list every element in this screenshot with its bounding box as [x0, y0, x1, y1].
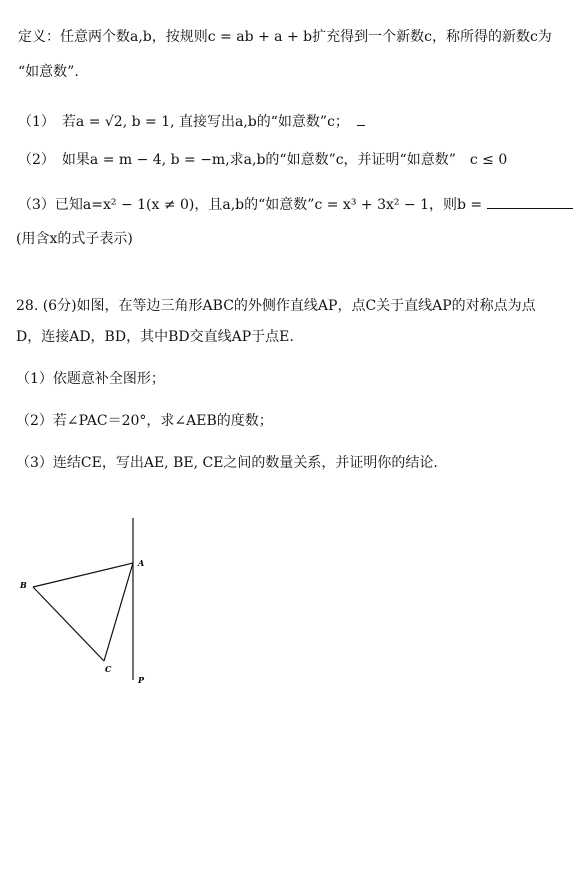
- answer-blank-part3[interactable]: [487, 194, 573, 209]
- problem27-part3: [18, 194, 572, 215]
- side-ab: [33, 563, 133, 587]
- side-ca: [104, 563, 133, 661]
- problem28-part3: （3）连结CE，写出AE, BE, CE之间的数量关系，并证明你的结论.: [16, 455, 438, 471]
- point-label-b: B: [20, 580, 27, 590]
- problem28-stem-line-1: 28. (6分)如图，在等边三角形ABC的外侧作直线AP，点C关于直线AP的对称点为点: [16, 298, 536, 314]
- answer-blank-part1[interactable]: [357, 111, 365, 126]
- problem28-stem-line-2: D，连接AD，BD，其中BD交直线AP于点E.: [16, 329, 294, 345]
- problem27-part2: （2） 如果a = m − 4, b = −m,求a,b的“如意数”c，并证明“如意数” c ≤ 0: [18, 152, 508, 168]
- problem27-part3-text: （3）已知a=x² − 1(x ≠ 0)，且a,b的“如意数”c = x³ + 3x² − 1，则b =: [18, 197, 483, 213]
- problem28-part1: （1）依题意补全图形；: [16, 371, 165, 387]
- problem27-part1: [18, 111, 572, 132]
- problem27-part1-text: （1） 若a = √2, b = 1, 直接写出a,b的“如意数”c；: [18, 114, 349, 130]
- definition-line-2: “如意数”.: [18, 64, 79, 80]
- problem28-part2: （2）若∠PAC＝20°，求∠AEB的度数；: [16, 413, 273, 429]
- point-label-p: P: [138, 675, 145, 685]
- point-label-a: A: [138, 558, 145, 568]
- side-bc: [33, 587, 104, 661]
- point-label-c: C: [105, 664, 112, 674]
- problem27-part3-note: (用含x的式子表示): [16, 231, 133, 247]
- definition-line-1: 定义：任意两个数a,b，按规则c = ab + a + b扩充得到一个新数c，称所得的新数c为: [18, 29, 552, 45]
